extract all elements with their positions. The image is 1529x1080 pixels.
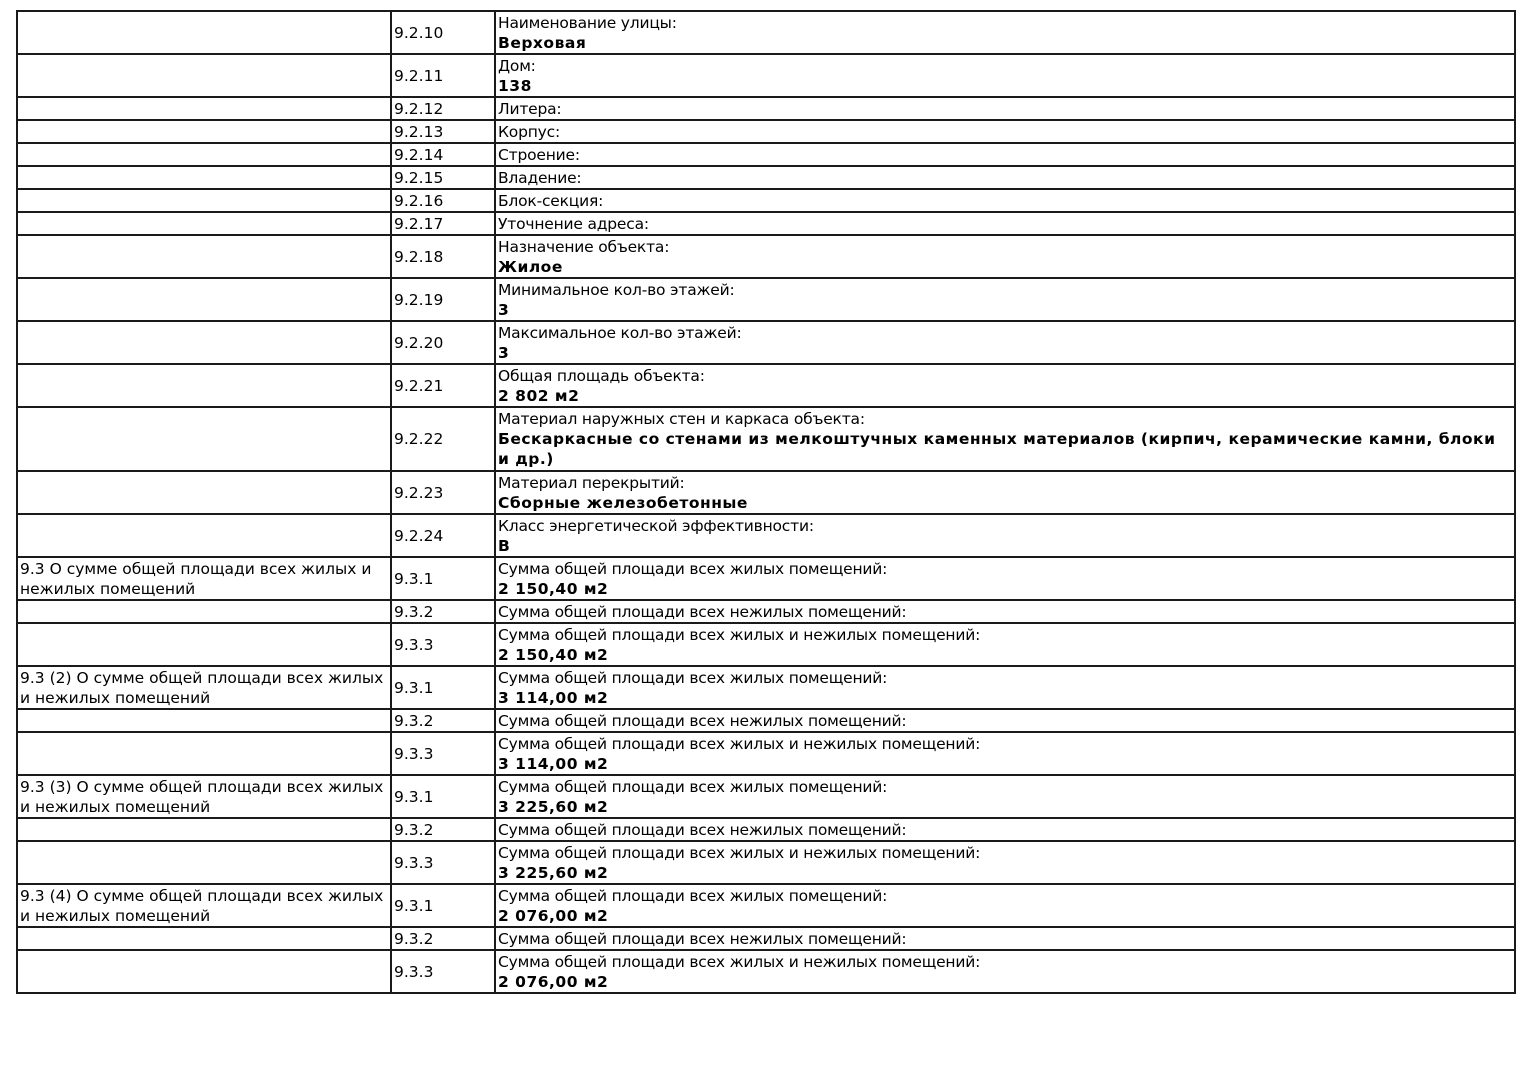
- item-code-cell: 9.3.2: [391, 709, 495, 732]
- item-code-cell: 9.2.23: [391, 471, 495, 514]
- item-label: Класс энергетической эффективности:: [498, 516, 814, 535]
- item-code-cell: 9.2.10: [391, 11, 495, 54]
- table-row: [17, 927, 1515, 950]
- item-value: B: [498, 536, 511, 555]
- item-code-cell: 9.2.19: [391, 278, 495, 321]
- item-code-cell: 9.2.13: [391, 120, 495, 143]
- item-label: Сумма общей площади всех нежилых помещений:: [498, 602, 907, 621]
- item-value: 3 225,60 м2: [498, 863, 609, 882]
- section-title-cell: [17, 841, 391, 884]
- item-content-cell: [495, 927, 1515, 950]
- table-row: [17, 884, 1515, 927]
- table-row: [17, 189, 1515, 212]
- item-code-cell: 9.3.2: [391, 600, 495, 623]
- section-title-cell: [17, 818, 391, 841]
- table-row: [17, 709, 1515, 732]
- item-content-cell: [495, 471, 1515, 514]
- item-content-cell: [495, 600, 1515, 623]
- item-code-cell: 9.3.1: [391, 557, 495, 600]
- table-row: [17, 600, 1515, 623]
- item-content-cell: [495, 278, 1515, 321]
- table-row: [17, 623, 1515, 666]
- item-content-cell: [495, 54, 1515, 97]
- item-content-cell: [495, 166, 1515, 189]
- section-title-cell: [17, 278, 391, 321]
- item-value: 3 114,00 м2: [498, 754, 609, 773]
- item-label: Уточнение адреса:: [498, 214, 649, 233]
- item-code-cell: 9.2.21: [391, 364, 495, 407]
- section-title-cell: [17, 407, 391, 471]
- item-value: Жилое: [498, 257, 563, 276]
- item-code-cell: 9.2.22: [391, 407, 495, 471]
- item-content-cell: [495, 775, 1515, 818]
- item-value: Верховая: [498, 33, 587, 52]
- item-value: 3 225,60 м2: [498, 797, 609, 816]
- item-label: Сумма общей площади всех жилых и нежилых помещений:: [498, 625, 981, 644]
- item-label: Сумма общей площади всех жилых и нежилых помещений:: [498, 952, 981, 971]
- table-row: [17, 97, 1515, 120]
- item-code-cell: 9.2.17: [391, 212, 495, 235]
- item-content-cell: [495, 120, 1515, 143]
- item-label: Максимальное кол-во этажей:: [498, 323, 742, 342]
- item-code-cell: 9.3.3: [391, 623, 495, 666]
- table-row: [17, 471, 1515, 514]
- item-label: Общая площадь объекта:: [498, 366, 705, 385]
- item-label: Дом:: [498, 56, 536, 75]
- item-code-cell: 9.2.16: [391, 189, 495, 212]
- item-content-cell: [495, 407, 1515, 471]
- item-content-cell: [495, 97, 1515, 120]
- item-code-cell: 9.3.1: [391, 884, 495, 927]
- item-label: Сумма общей площади всех нежилых помещений:: [498, 820, 907, 839]
- section-title-cell: [17, 732, 391, 775]
- table-row: [17, 666, 1515, 709]
- table-row: [17, 732, 1515, 775]
- item-code-cell: 9.3.2: [391, 927, 495, 950]
- item-content-cell: [495, 884, 1515, 927]
- item-value: Сборные железобетонные: [498, 493, 748, 512]
- table-row: [17, 235, 1515, 278]
- item-label: Сумма общей площади всех нежилых помещений:: [498, 711, 907, 730]
- section-title-cell: [17, 471, 391, 514]
- item-label: Сумма общей площади всех жилых помещений:: [498, 668, 888, 687]
- item-label: Владение:: [498, 168, 582, 187]
- section-title-cell: 9.3 О сумме общей площади всех жилых и нежилых помещений: [17, 557, 391, 600]
- table-row: [17, 166, 1515, 189]
- section-title-cell: [17, 143, 391, 166]
- item-content-cell: [495, 143, 1515, 166]
- section-title-cell: [17, 166, 391, 189]
- table-row: [17, 407, 1515, 471]
- table-row: [17, 120, 1515, 143]
- section-title-cell: [17, 235, 391, 278]
- section-title-cell: [17, 54, 391, 97]
- item-code-cell: 9.2.24: [391, 514, 495, 557]
- item-code-cell: 9.3.3: [391, 732, 495, 775]
- section-title-cell: [17, 950, 391, 993]
- item-content-cell: [495, 212, 1515, 235]
- section-title-cell: [17, 364, 391, 407]
- item-value: 2 076,00 м2: [498, 972, 609, 991]
- section-title-cell: [17, 600, 391, 623]
- item-value: 3 114,00 м2: [498, 688, 609, 707]
- section-title-cell: [17, 514, 391, 557]
- item-label: Наименование улицы:: [498, 13, 677, 32]
- section-title-cell: 9.3 (2) О сумме общей площади всех жилых и нежилых помещений: [17, 666, 391, 709]
- table-row: [17, 841, 1515, 884]
- section-title-cell: [17, 927, 391, 950]
- section-title-cell: [17, 11, 391, 54]
- table-row: [17, 54, 1515, 97]
- item-code-cell: 9.2.12: [391, 97, 495, 120]
- item-label: Сумма общей площади всех жилых помещений:: [498, 886, 888, 905]
- item-content-cell: [495, 709, 1515, 732]
- declaration-table: [16, 10, 1516, 994]
- item-label: Сумма общей площади всех жилых и нежилых помещений:: [498, 734, 981, 753]
- item-value: 2 150,40 м2: [498, 579, 609, 598]
- item-label: Сумма общей площади всех жилых помещений:: [498, 777, 888, 796]
- section-title-cell: 9.3 (4) О сумме общей площади всех жилых и нежилых помещений: [17, 884, 391, 927]
- item-content-cell: [495, 514, 1515, 557]
- table-row: [17, 143, 1515, 166]
- table-row: [17, 557, 1515, 600]
- item-label: Сумма общей площади всех жилых помещений:: [498, 559, 888, 578]
- table-row: [17, 950, 1515, 993]
- item-content-cell: [495, 732, 1515, 775]
- item-label: Литера:: [498, 99, 562, 118]
- item-value: 138: [498, 76, 532, 95]
- table-row: [17, 775, 1515, 818]
- item-content-cell: [495, 623, 1515, 666]
- item-code-cell: 9.2.14: [391, 143, 495, 166]
- item-label: Сумма общей площади всех нежилых помещений:: [498, 929, 907, 948]
- item-label: Материал наружных стен и каркаса объекта:: [498, 410, 865, 428]
- table-row: [17, 364, 1515, 407]
- item-content-cell: [495, 235, 1515, 278]
- item-code-cell: 9.2.18: [391, 235, 495, 278]
- section-title-cell: 9.3 (3) О сумме общей площади всех жилых и нежилых помещений: [17, 775, 391, 818]
- table-row: [17, 11, 1515, 54]
- item-content-cell: [495, 950, 1515, 993]
- table-row: [17, 321, 1515, 364]
- section-title-cell: [17, 212, 391, 235]
- section-title-cell: [17, 189, 391, 212]
- item-code-cell: 9.3.3: [391, 841, 495, 884]
- section-title-cell: [17, 120, 391, 143]
- item-label: Строение:: [498, 145, 580, 164]
- item-content-cell: [495, 666, 1515, 709]
- item-content-cell: [495, 189, 1515, 212]
- table-row: [17, 212, 1515, 235]
- item-value: Бескаркасные со стенами из мелкоштучных каменных материалов (кирпич, керамические камни, блоки и др.): [498, 430, 1496, 468]
- item-content-cell: [495, 841, 1515, 884]
- table-row: [17, 818, 1515, 841]
- item-code-cell: 9.3.1: [391, 775, 495, 818]
- item-code-cell: 9.3.2: [391, 818, 495, 841]
- item-label: Сумма общей площади всех жилых и нежилых помещений:: [498, 843, 981, 862]
- table-row: [17, 278, 1515, 321]
- item-content-cell: [495, 321, 1515, 364]
- item-label: Назначение объекта:: [498, 237, 670, 256]
- section-title-cell: [17, 321, 391, 364]
- item-label: Корпус:: [498, 122, 560, 141]
- item-label: Блок-секция:: [498, 191, 604, 210]
- item-code-cell: 9.3.1: [391, 666, 495, 709]
- section-title-cell: [17, 97, 391, 120]
- item-label: Минимальное кол-во этажей:: [498, 280, 735, 299]
- item-code-cell: 9.2.20: [391, 321, 495, 364]
- item-value: 3: [498, 300, 510, 319]
- item-code-cell: 9.2.15: [391, 166, 495, 189]
- item-value: 2 802 м2: [498, 386, 580, 405]
- item-code-cell: 9.2.11: [391, 54, 495, 97]
- table-row: [17, 514, 1515, 557]
- section-title-cell: [17, 709, 391, 732]
- item-code-cell: 9.3.3: [391, 950, 495, 993]
- item-value: 3: [498, 343, 510, 362]
- item-content-cell: [495, 557, 1515, 600]
- section-title-cell: [17, 623, 391, 666]
- item-label: Материал перекрытий:: [498, 473, 685, 492]
- item-content-cell: [495, 818, 1515, 841]
- item-content-cell: [495, 364, 1515, 407]
- item-value: 2 076,00 м2: [498, 906, 609, 925]
- item-content-cell: [495, 11, 1515, 54]
- item-value: 2 150,40 м2: [498, 645, 609, 664]
